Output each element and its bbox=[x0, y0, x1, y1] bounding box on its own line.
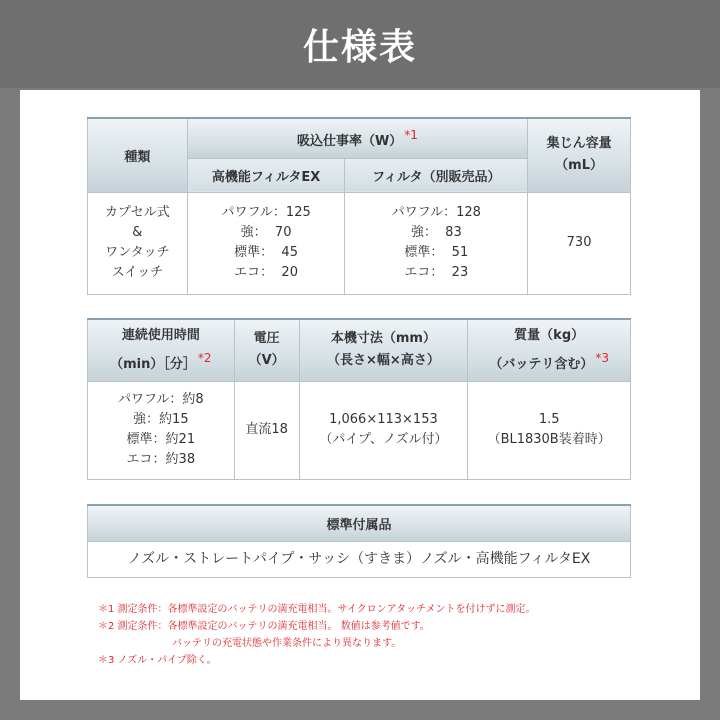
dust-capacity-value: 730 bbox=[528, 192, 631, 294]
spec-table-suction bbox=[87, 117, 631, 295]
header-voltage: 電圧 （V） bbox=[234, 319, 299, 381]
header-mass-label: 質量（kg） （バッテリ含む） bbox=[489, 327, 594, 372]
header-mass bbox=[468, 319, 631, 381]
voltage-value: 直流18 bbox=[234, 381, 299, 479]
spec-table-body bbox=[87, 318, 631, 480]
header-filter-optional: フィルタ（別販売品） bbox=[345, 158, 528, 192]
header-suction-power-label: 吸込仕事率（W） bbox=[296, 133, 403, 149]
note-mark-2: *2 bbox=[197, 350, 212, 365]
header-type: 種類 bbox=[88, 118, 188, 192]
spec-panel bbox=[20, 90, 700, 700]
note-mark-3: *3 bbox=[595, 350, 609, 365]
header-bar bbox=[0, 0, 720, 88]
mass-value: 1.5 （BL1830B装着時） bbox=[468, 381, 631, 479]
header-dust-capacity: 集じん容量 （mL） bbox=[528, 118, 631, 192]
header-dimensions: 本機寸法（mm） （長さ×幅×高さ） bbox=[299, 319, 468, 381]
footnote-2-continued: バッテリの充電状態や作業条件により異なります。 bbox=[172, 638, 402, 649]
page-title: 仕様表 bbox=[302, 26, 417, 68]
header-accessories: 標準付属品 bbox=[88, 505, 631, 541]
footnote-1: ＊1 測定条件：各標準設定のバッテリの満充電相当。サイクロンアタッチメントを付けずに測定。 bbox=[98, 604, 536, 615]
filter-optional-values: パワフル：128 強： 83 標準： 51 エコ： 23 bbox=[345, 192, 528, 294]
header-runtime bbox=[88, 319, 235, 381]
filter-ex-values: パワフル：125 強： 70 標準： 45 エコ： 20 bbox=[187, 192, 345, 294]
header-filter-ex: 高機能フィルタEX bbox=[187, 158, 345, 192]
type-value: カプセル式 & ワンタッチ スイッチ bbox=[88, 192, 188, 294]
footnotes bbox=[98, 601, 678, 669]
header-suction-power bbox=[187, 118, 527, 158]
runtime-values: パワフル：約8 強：約15 標準：約21 エコ：約38 bbox=[88, 381, 235, 479]
footnote-2: ＊2 測定条件：各標準設定のバッテリの満充電相当。 数値は参考値です。 bbox=[98, 621, 430, 632]
dimensions-value: 1,066×113×153 （パイプ、ノズル付） bbox=[299, 381, 468, 479]
accessories-value: ノズル・ストレートパイプ・サッシ（すきま）ノズル・高機能フィルタEX bbox=[88, 541, 631, 577]
header-runtime-label: 連続使用時間 （min）［分］ bbox=[110, 327, 200, 372]
note-mark-1: *1 bbox=[404, 127, 418, 142]
spec-table-accessories bbox=[87, 504, 631, 578]
footnote-3: ＊3 ノズル・パイプ除く。 bbox=[98, 655, 217, 666]
